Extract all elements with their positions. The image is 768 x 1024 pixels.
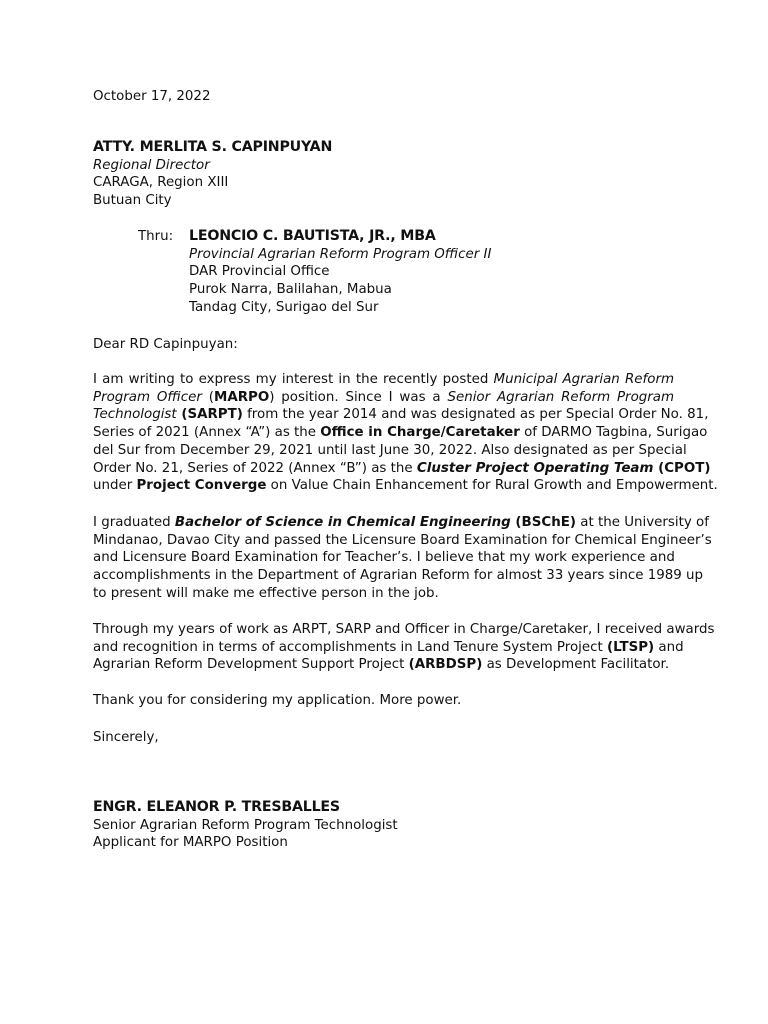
paragraph-line: under Project Converge on Value Chain Enhancement for Rural Growth and Empowerment. bbox=[93, 478, 718, 494]
recipient-block bbox=[93, 139, 674, 210]
thanks-text: Thank you for considering my application. More power. bbox=[93, 693, 462, 708]
paragraph-line: I graduated Bachelor of Science in Chemical Engineering (BSChE) at the University of bbox=[93, 515, 709, 530]
thru-title: Provincial Agrarian Reform Program Officer II bbox=[189, 246, 492, 262]
signatory-name: ENGR. ELEANOR P. TRESBALLES bbox=[93, 799, 340, 815]
paragraph-line: and recognition in terms of accomplishments in Land Tenure System Project (LTSP) and bbox=[93, 639, 684, 655]
paragraph-line: del Sur from December 29, 2021 until last June 30, 2022. Also designated as per Special bbox=[93, 442, 687, 458]
paragraph-line: Mindanao, Davao City and passed the Licensure Board Examination for Chemical Engineer’s bbox=[93, 532, 712, 548]
recipient-region: CARAGA, Region XIII bbox=[93, 175, 229, 191]
thru-address-1: Purok Narra, Balilahan, Mabua bbox=[189, 282, 392, 298]
thru-label: Thru: bbox=[138, 229, 174, 244]
paragraph-line: I am writing to express my interest in the recently posted Municipal Agrarian Reform bbox=[93, 372, 674, 387]
thanks-line bbox=[93, 692, 674, 710]
paragraph-line: Through my years of work as ARPT, SARP and Officer in Charge/Caretaker, I received awards bbox=[93, 622, 715, 637]
paragraph-line: Agrarian Reform Development Support Project (ARBDSP) as Development Facilitator. bbox=[93, 657, 670, 673]
salutation bbox=[93, 336, 674, 354]
letter-date bbox=[93, 88, 674, 106]
paragraph-line: to present will make me effective person in the job. bbox=[93, 585, 439, 601]
signatory-block bbox=[93, 799, 674, 852]
paragraph-line: accomplishments in the Department of Agrarian Reform for almost 33 years since 1989 up bbox=[93, 568, 704, 584]
paragraph-awards bbox=[93, 621, 715, 674]
signatory-role: Applicant for MARPO Position bbox=[93, 835, 288, 851]
thru-office: DAR Provincial Office bbox=[189, 264, 330, 280]
paragraph-line: Technologist (SARPT) from the year 2014 and was designated as per Special Order No. 81, bbox=[93, 407, 709, 423]
paragraph-line: and Licensure Board Examination for Teacher’s. I believe that my work experience and bbox=[93, 550, 675, 566]
thru-address-2: Tandag City, Surigao del Sur bbox=[189, 299, 379, 315]
recipient-name: ATTY. MERLITA S. CAPINPUYAN bbox=[93, 139, 333, 155]
signatory-title: Senior Agrarian Reform Program Technologist bbox=[93, 817, 398, 833]
recipient-title: Regional Director bbox=[93, 157, 210, 173]
salutation-text: Dear RD Capinpuyan: bbox=[93, 337, 238, 352]
paragraph-line: Program Officer (MARPO) position. Since I was a Senior Agrarian Reform Program bbox=[93, 389, 675, 405]
paragraph-line: Order No. 21, Series of 2022 (Annex “B”) as the Cluster Project Operating Team (CPOT) bbox=[93, 460, 711, 476]
recipient-city: Butuan City bbox=[93, 193, 172, 209]
thru-block bbox=[189, 228, 491, 317]
paragraph-line: Series of 2021 (Annex “A”) as the Office in Charge/Caretaker of DARMO Tagbina, Surigao bbox=[93, 425, 708, 441]
paragraph-interest bbox=[93, 371, 718, 495]
thru-name: LEONCIO C. BAUTISTA, JR., MBA bbox=[189, 228, 436, 244]
paragraph-education bbox=[93, 514, 712, 603]
closing-text: Sincerely, bbox=[93, 730, 159, 745]
closing bbox=[93, 729, 674, 747]
date-text: October 17, 2022 bbox=[93, 89, 211, 104]
